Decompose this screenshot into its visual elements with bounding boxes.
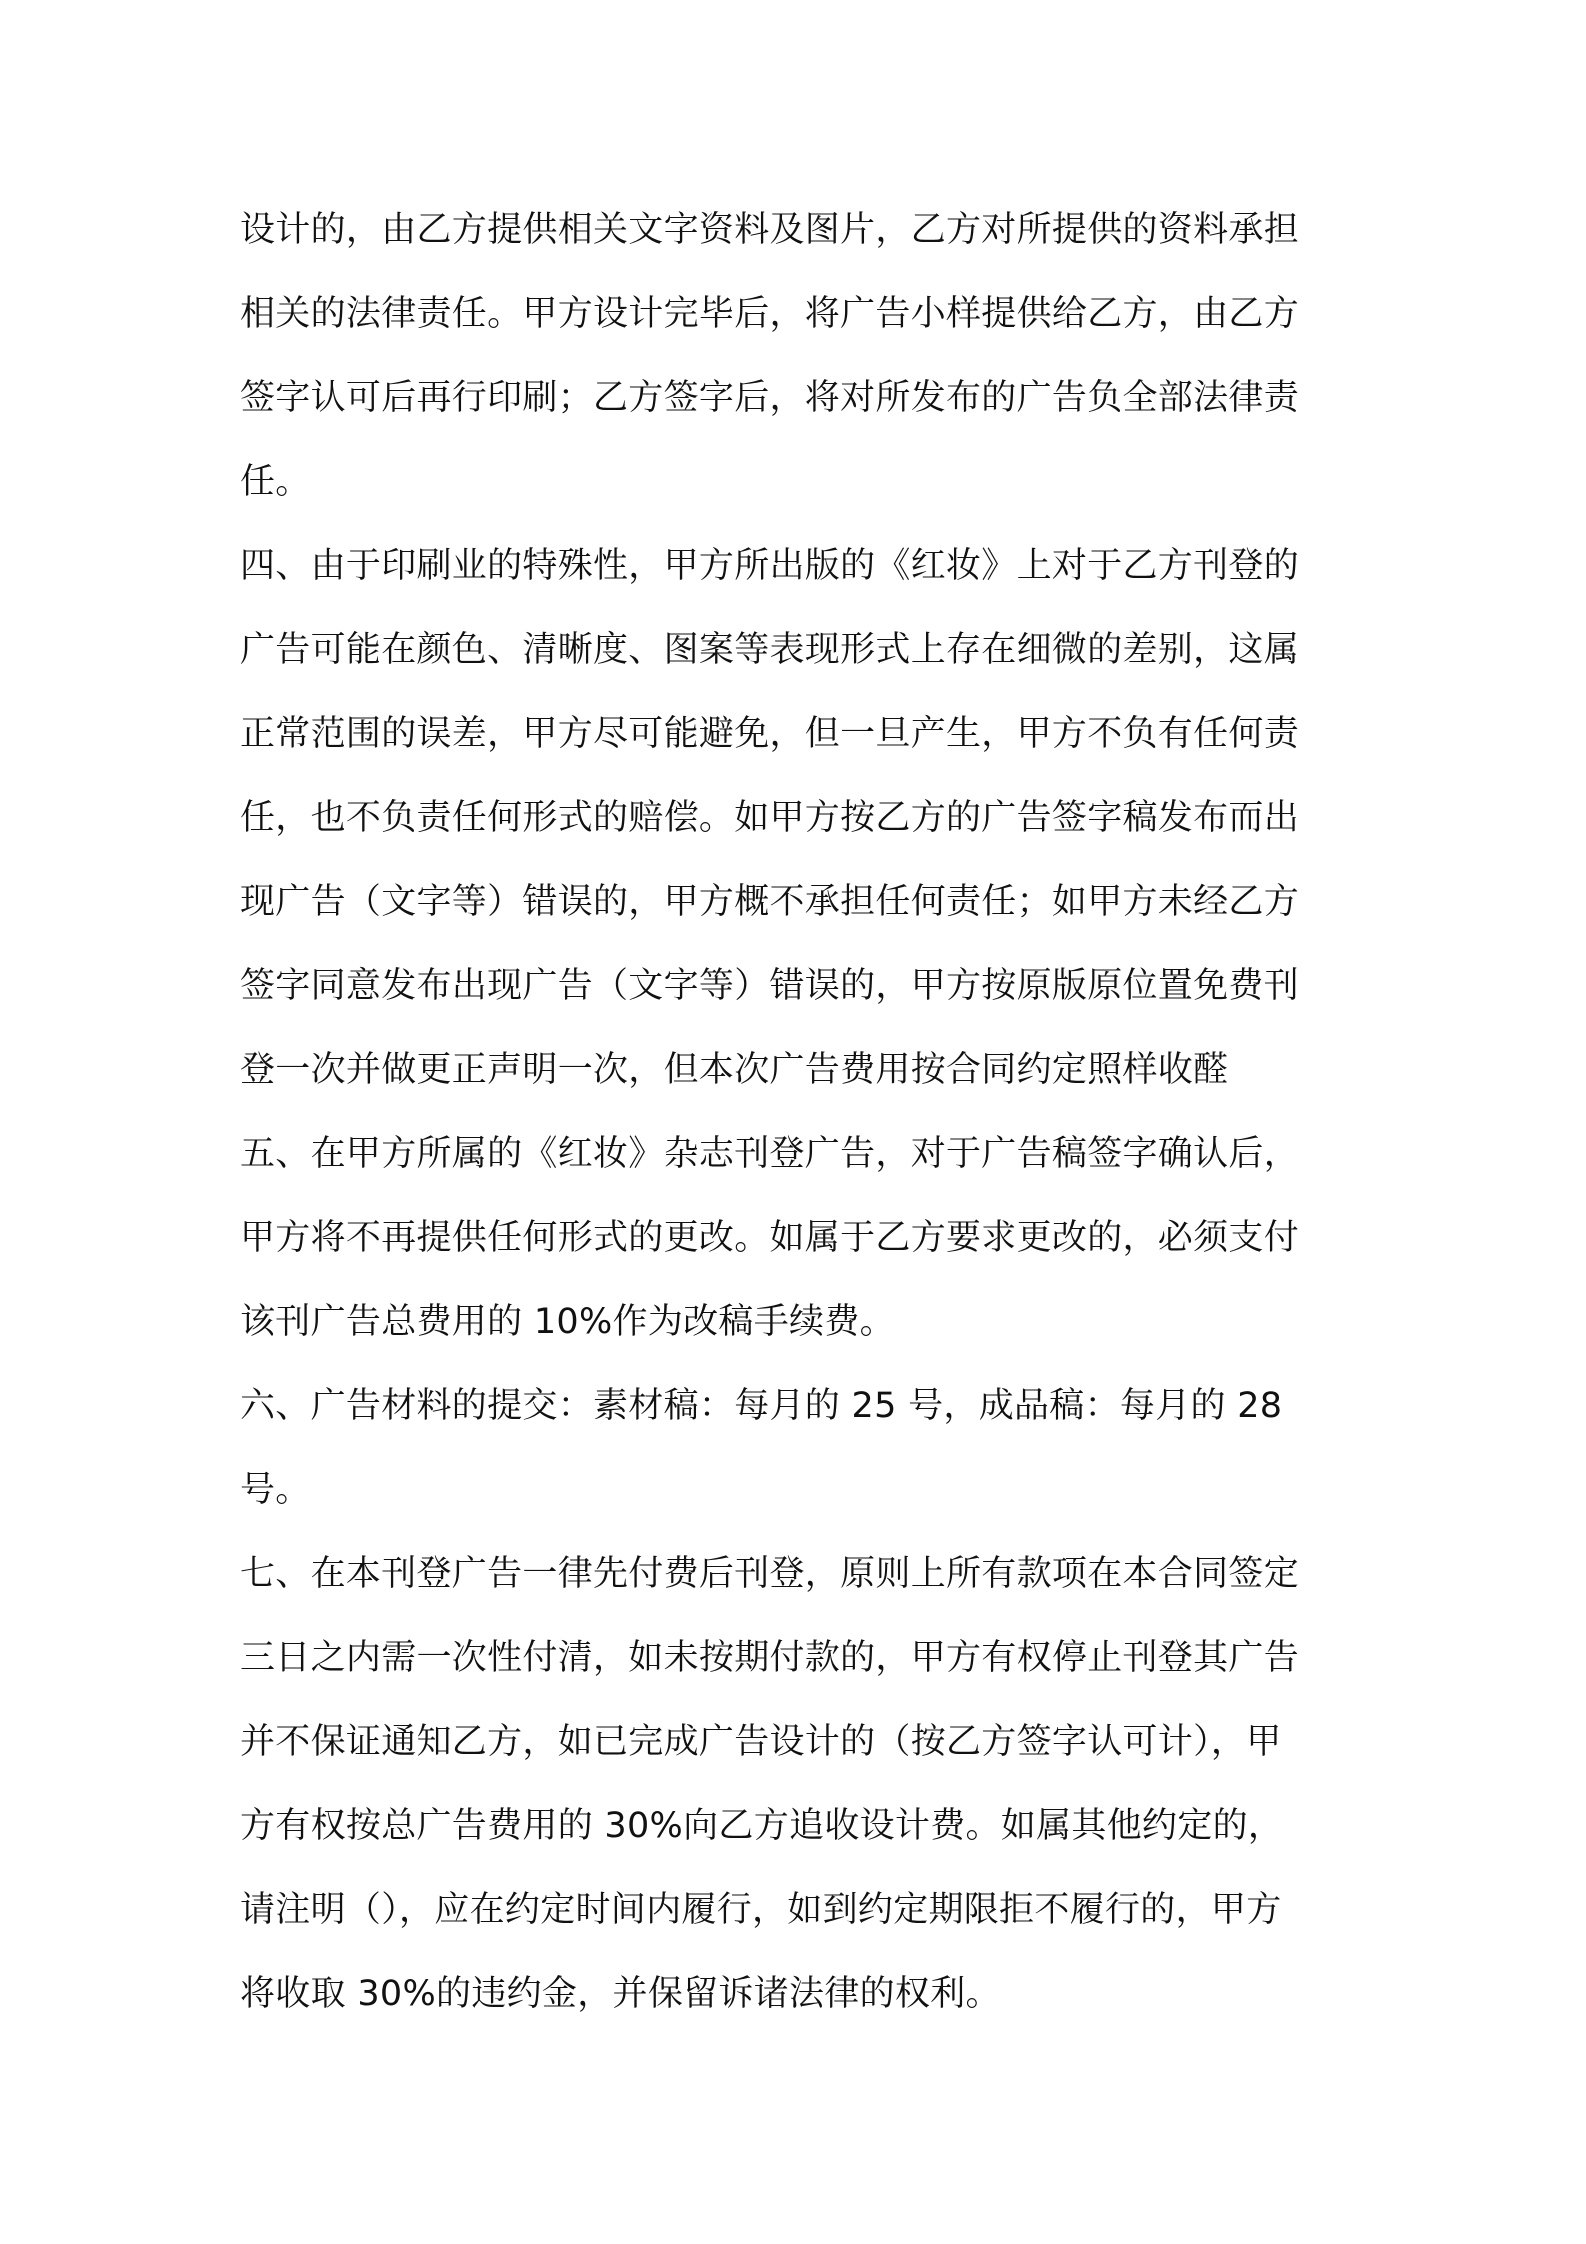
clause-4-line: 四、由于印刷业的特殊性，甲方所出版的《红妆》上对于乙方刊登的: [240, 546, 1300, 586]
contract-body: [240, 188, 1350, 2036]
text-line: 广告可能在颜色、清晰度、图案等表现形式上存在细微的差别，这属: [240, 630, 1300, 670]
text-line: 请注明（），应在约定时间内履行，如到约定期限拒不履行的，甲方: [240, 1890, 1282, 1930]
clause-5-line: 五、在甲方所属的《红妆》杂志刊登广告，对于广告稿签字确认后，: [240, 1134, 1300, 1174]
text-line: 甲方将不再提供任何形式的更改。如属于乙方要求更改的，必须支付: [240, 1218, 1300, 1258]
text-line: 任，也不负责任何形式的赔偿。如甲方按乙方的广告签字稿发布而出: [240, 798, 1300, 838]
text-line: 该刊广告总费用的 10%作为改稿手续费。: [240, 1302, 895, 1342]
text-line: 并不保证通知乙方，如已完成广告设计的（按乙方签字认可计），甲: [240, 1722, 1282, 1762]
text-line: 任。: [240, 462, 311, 502]
text-line: 相关的法律责任。甲方设计完毕后，将广告小样提供给乙方，由乙方: [240, 294, 1300, 334]
text-line: 登一次并做更正声明一次，但本次广告费用按合同约定照样收醛: [240, 1050, 1229, 1090]
text-line: 号。: [240, 1470, 311, 1510]
text-line: 将收取 30%的违约金，并保留诉诸法律的权利。: [240, 1974, 1001, 2014]
text-line: 设计的，由乙方提供相关文字资料及图片，乙方对所提供的资料承担: [240, 210, 1300, 250]
text-line: 三日之内需一次性付清，如未按期付款的，甲方有权停止刊登其广告: [240, 1638, 1300, 1678]
text-line: 签字同意发布出现广告（文字等）错误的，甲方按原版原位置免费刊: [240, 966, 1300, 1006]
text-line: 方有权按总广告费用的 30%向乙方追收设计费。如属其他约定的，: [240, 1806, 1284, 1846]
text-line: 签字认可后再行印刷；乙方签字后，将对所发布的广告负全部法律责: [240, 378, 1300, 418]
text-line: 现广告（文字等）错误的，甲方概不承担任何责任；如甲方未经乙方: [240, 882, 1300, 922]
clause-6-line: 六、广告材料的提交：素材稿：每月的 25 号，成品稿：每月的 28: [240, 1386, 1283, 1426]
clause-7-line: 七、在本刊登广告一律先付费后刊登，原则上所有款项在本合同签定: [240, 1554, 1300, 1594]
text-line: 正常范围的误差，甲方尽可能避免，但一旦产生，甲方不负有任何责: [240, 714, 1300, 754]
